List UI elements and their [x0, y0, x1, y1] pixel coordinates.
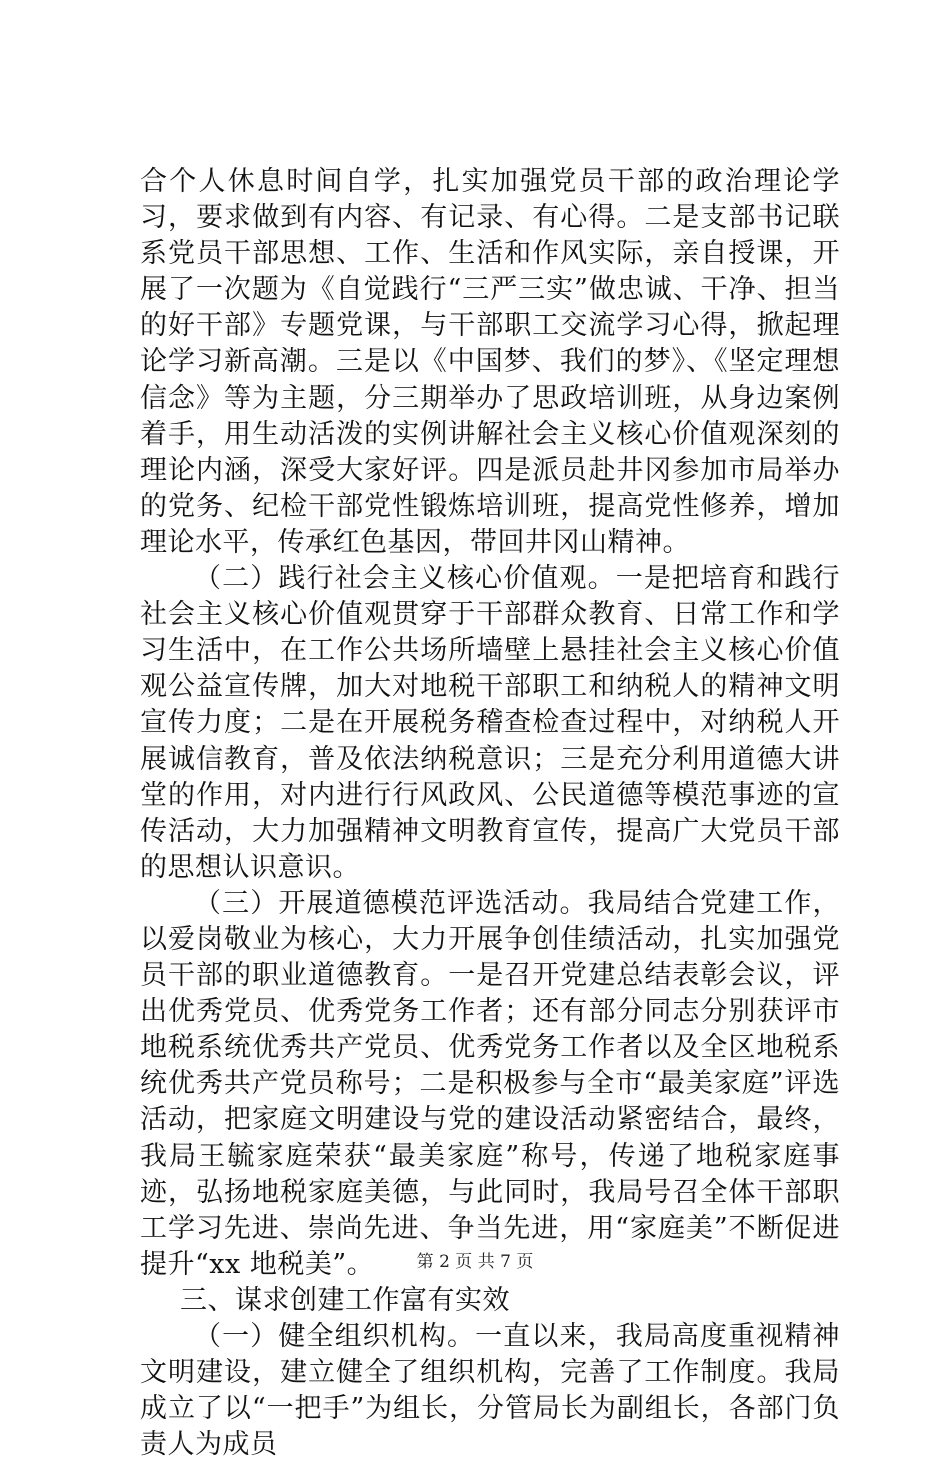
paragraph-organization: （一）健全组织机构。一直以来，我局高度重视精神文明建设，建立健全了组织机构，完善了工作制度。我局成立了以“一把手”为组长，分管局长为副组长，各部门负责人为成员	[140, 1321, 840, 1461]
paragraph-study: 合个人休息时间自学，扎实加强党员干部的政治理论学习，要求做到有内容、有记录、有心得。二是支部书记联系党员干部思想、工作、生活和作风实际，亲自授课，开展了一次题为《自觉践行“三严三实”做忠诚、干净、担当的好干部》专题党课，与干部职工交流学习心得，掀起理论学习新高潮。三是以《中国梦、我们的梦》、《坚定理想信念》等为主题，分三期举办了思政培训班，从身边案例着手，用生动活泼的实例讲解社会主义核心价值观深刻的理论内涵，深受大家好评。四是派员赴井冈参加市局举办的党务、纪检干部党性锻炼培训班，提高党性修养，增加理论水平，传承红色基因，带回井冈山精神。	[140, 166, 840, 558]
section-heading: 三、谋求创建工作富有实效	[180, 1284, 510, 1316]
paragraph-moral-models: （三）开展道德模范评选活动。我局结合党建工作，以爱岗敬业为核心，大力开展争创佳绩活动，扎实加强党员干部的职业道德教育。一是召开党建总结表彰会议，评出优秀党员、优秀党务工作者；还有部分同志分别获评市地税系统优秀共产党员、优秀党务工作者以及全区地税系统优秀共产党员称号；二是积极参与全市“最美家庭”评选活动，把家庭文明建设与党的建设活动紧密结合，最终，我局王毓家庭荣获“最美家庭”称号，传递了地税家庭事迹，弘扬地税家庭美德，与此同时，我局号召全体干部职工学习先进、崇尚先进、争当先进，用“家庭美”不断促进提升“xx 地税美”。	[140, 887, 840, 1280]
paragraph-core-values: （二）践行社会主义核心价值观。一是把培育和践行社会主义核心价值观贯穿于干部群众教育、日常工作和学习生活中，在工作公共场所墙壁上悬挂社会主义核心价值观公益宣传牌，加大对地税干部职工和纳税人的精神文明宣传力度；二是在开展税务稽查检查过程中，对纳税人开展诚信教育，普及依法纳税意识；三是充分利用道德大讲堂的作用，对内进行行风政风、公民道德等模范事迹的宣传活动，大力加强精神文明教育宣传，提高广大党员干部的思想认识意识。	[140, 563, 840, 883]
page-number-footer: 第 2 页 共 7 页	[416, 1252, 534, 1272]
